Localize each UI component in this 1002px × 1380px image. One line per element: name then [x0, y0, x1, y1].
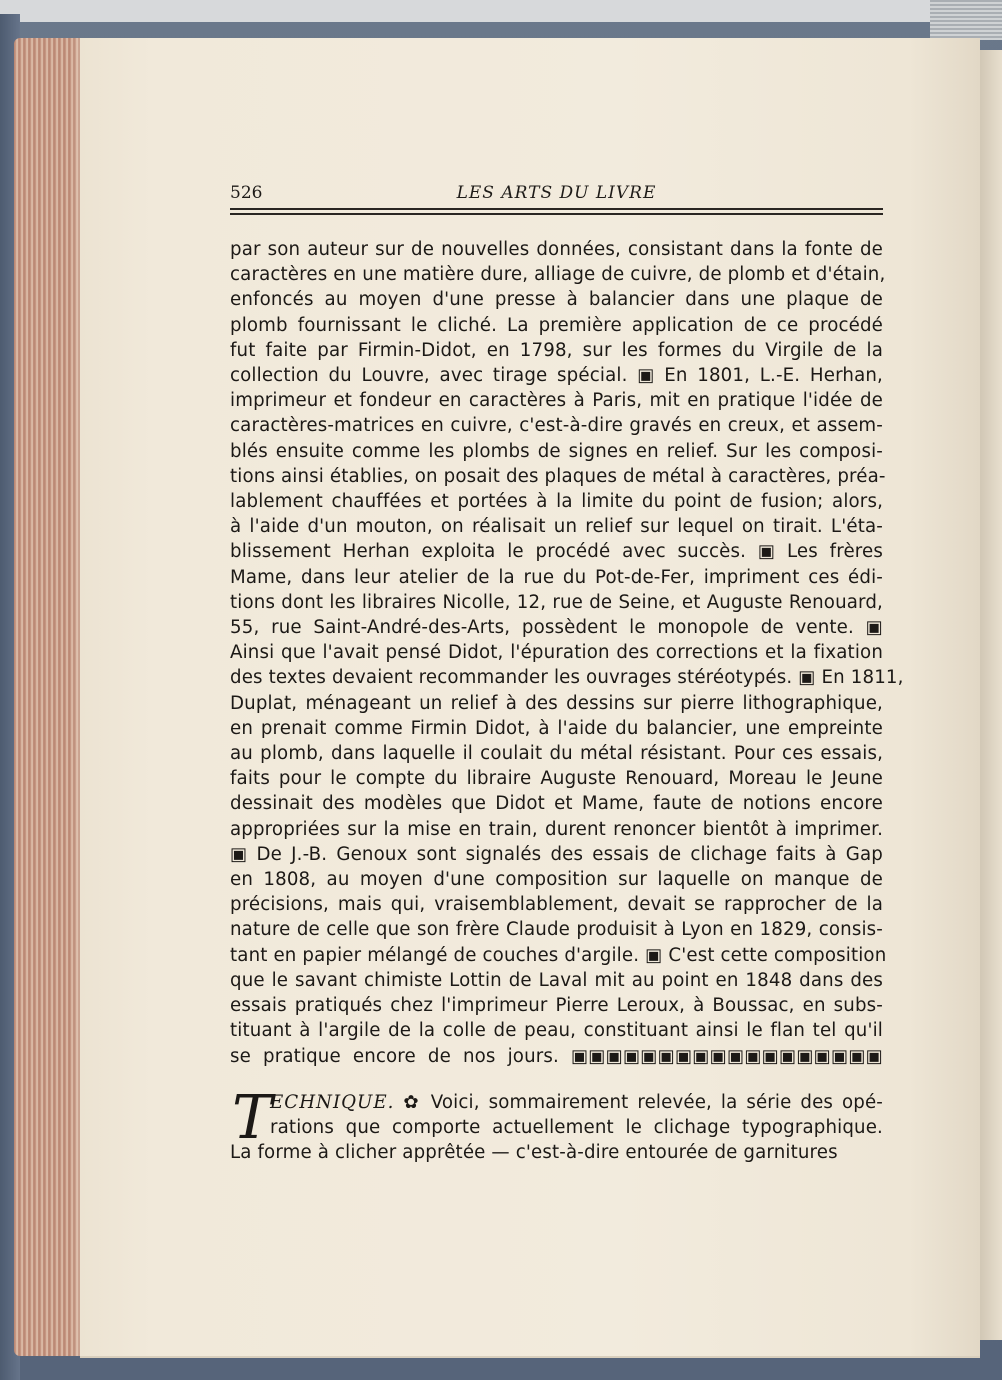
text-line: enfoncés au moyen d'une presse à balancier dans une plaque de [230, 289, 883, 311]
text-line: blissement Herhan exploita le procédé avec succès. ▣ Les frères [230, 541, 883, 563]
text-line: nature de celle que son frère Claude produisit à Lyon en 1829, consis- [230, 919, 883, 941]
header-rule-top [230, 208, 883, 210]
drop-cap-letter: T [232, 1083, 273, 1153]
text-line: caractères en une matière dure, alliage de cuivre, de plomb et d'étain, [230, 264, 886, 286]
text-line: Ainsi que l'avait pensé Didot, l'épuration des corrections et la fixation [230, 642, 883, 664]
text-line: précisions, mais qui, vraisemblablement, devait se rapprocher de la [230, 894, 883, 916]
text-line: tions dont les libraires Nicolle, 12, rue de Seine, et Auguste Renouard, [230, 591, 883, 613]
text-line: La forme à clicher apprêtée — c'est-à-dire entourée de garnitures [230, 1142, 838, 1164]
text-line: que le savant chimiste Lottin de Laval mit au point en 1848 dans des [230, 969, 883, 991]
text-line: 55, rue Saint-André-des-Arts, possèdent le monopole de vente. ▣ [230, 617, 883, 639]
text-line: se pratique encore de nos jours. ▣▣▣▣▣▣▣▣▣▣▣▣▣▣▣▣▣▣ [230, 1045, 883, 1067]
book-cloth-corner [930, 0, 1002, 40]
page-header [230, 183, 883, 205]
text-line: collection du Louvre, avec tirage spécial. ▣ En 1801, L.-E. Herhan, [230, 365, 883, 387]
text-line: essais pratiqués chez l'imprimeur Pierre Leroux, à Boussac, en subs- [230, 995, 883, 1017]
page-number: 526 [230, 183, 263, 203]
text-line: par son auteur sur de nouvelles données, consistant dans la fonte de [230, 239, 883, 260]
text-line: à l'aide d'un mouton, on réalisait un relief sur lequel on tirait. L'éta- [230, 516, 883, 538]
text-fragment: ✿ Voici, sommairement relevée, la série des opé- [403, 1092, 884, 1113]
text-line: lablement chauffées et portées à la limite du point de fusion; alors, [230, 491, 883, 513]
book-cover-top [0, 0, 1002, 22]
text-line: tant en papier mélangé de couches d'argile. ▣ C'est cette composition [230, 944, 887, 966]
facing-page-edge [978, 50, 1002, 1340]
text-line: Mame, dans leur atelier de la rue du Pot-de-Fer, impriment ces édi- [230, 566, 883, 588]
text-line: blés ensuite comme les plombs de signes en relief. Sur les composi- [230, 440, 883, 462]
text-line: imprimeur et fondeur en caractères à Paris, mit en pratique l'idée de [230, 390, 883, 412]
text-line: caractères-matrices en cuivre, c'est-à-dire gravés en creux, et assem- [230, 415, 883, 437]
text-line: tions ainsi établies, on posait des plaques de métal à caractères, préa- [230, 465, 886, 487]
section-heading: ECHNIQUE. [270, 1092, 395, 1113]
text-line: ▣ De J.-B. Genoux sont signalés des essais de clichage faits à Gap [230, 843, 883, 865]
header-rule-bottom [230, 213, 883, 215]
text-line: plomb fournissant le cliché. La première application de ce procédé [230, 314, 883, 336]
text-line: tituant à l'argile de la colle de peau, constituant ainsi le flan tel qu'il [230, 1020, 883, 1042]
text-line: appropriées sur la mise en train, durent renoncer bientôt à imprimer. [230, 818, 883, 840]
paragraph-history [230, 237, 904, 1069]
text-line: fut faite par Firmin-Didot, en 1798, sur les formes du Virgile de la [230, 339, 883, 361]
text-line: Duplat, ménageant un relief à des dessins sur pierre lithographique, [230, 692, 883, 714]
paragraph-technique [230, 1083, 884, 1166]
text-line: faits pour le compte du libraire Auguste Renouard, Moreau le Jeune [230, 768, 883, 790]
text-line: en prenait comme Firmin Didot, à l'aide du balancier, une empreinte [230, 717, 883, 739]
text-line: dessinait des modèles que Didot et Mame, faute de notions encore [230, 793, 883, 815]
text-line: au plomb, dans laquelle il coulait du métal résistant. Pour ces essais, [230, 743, 883, 765]
text-line: des textes devaient recommander les ouvrages stéréotypés. ▣ En 1811, [230, 667, 904, 689]
text-line [230, 1090, 883, 1115]
text-line: rations que comporte actuellement le clichage typographique. [270, 1117, 883, 1139]
running-title: LES ARTS DU LIVRE [456, 183, 657, 203]
text-line: en 1808, au moyen d'une composition sur laquelle on manque de [230, 869, 883, 891]
